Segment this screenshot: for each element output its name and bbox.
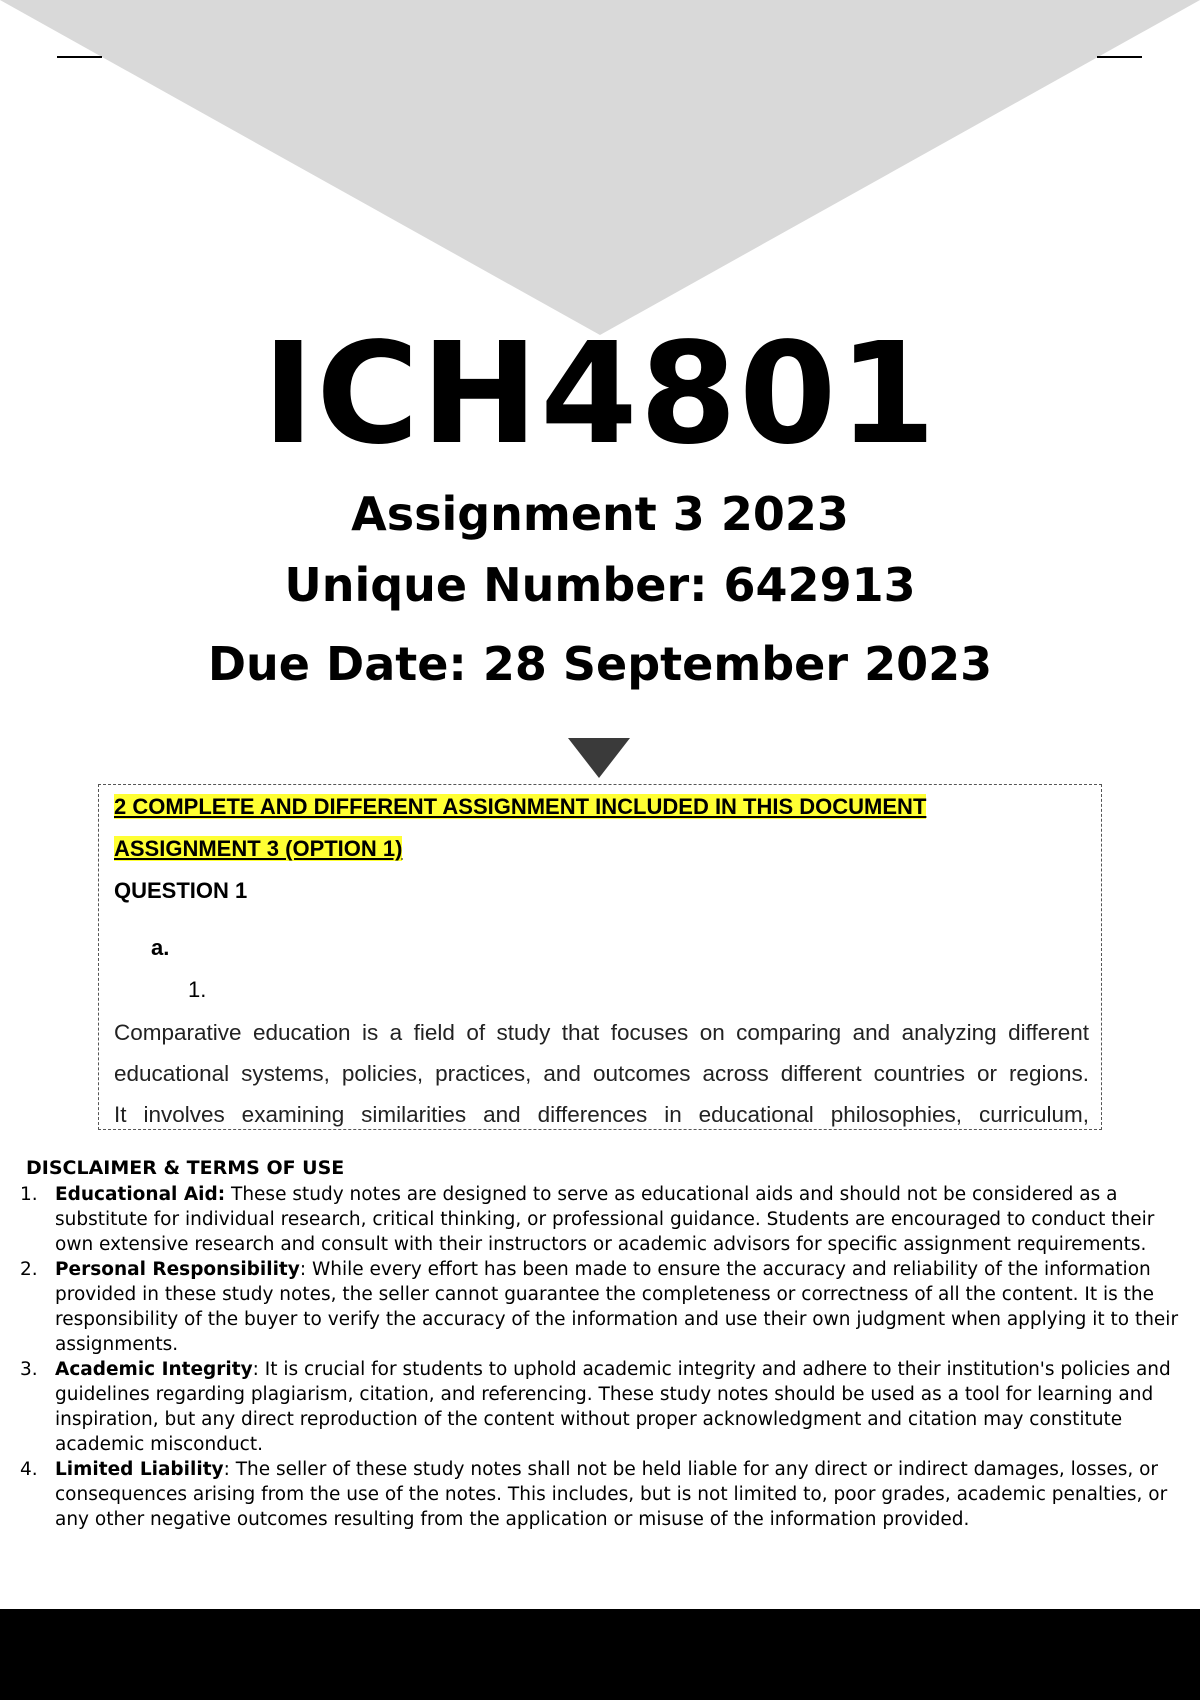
corner-line-right (1097, 56, 1142, 58)
preview-body-line-3: It involves examining similarities and differences in educational philosophies, curriculum, (114, 1102, 1089, 1127)
disclaimer-item-term: Academic Integrity (55, 1359, 253, 1380)
disclaimer-item-number: 1. (20, 1184, 38, 1205)
preview-option-line (114, 834, 402, 864)
preview-question: QUESTION 1 (114, 878, 248, 903)
due-date: Due Date: 28 September 2023 (207, 637, 993, 691)
disclaimer-item (0, 1257, 1200, 1357)
preview-banner-line (114, 792, 926, 822)
disclaimer-item-number: 2. (20, 1259, 38, 1280)
preview-option: ASSIGNMENT 3 (OPTION 1) (114, 836, 403, 861)
disclaimer-item-text: These study notes are designed to serve as educational aids and should not be considered as a substitute for individual research, critical thinking, or professional guidance. Students are encouraged to conduct their own extensive research and consult with their instructors or academic advisors for specific assignment requirements. (55, 1184, 1155, 1255)
document-preview (98, 784, 1102, 1130)
disclaimer-item-term: Educational Aid: (55, 1184, 226, 1205)
disclaimer-item-text: : The seller of these study notes shall not be held liable for any direct or indirect damages, losses, or consequences arising from the use of the notes. This includes, but is not limited to, poor grades, academic penalties, or any other negative outcomes resulting from the application or misuse of the information provided. (55, 1459, 1168, 1530)
disclaimer-list (0, 1182, 1200, 1532)
disclaimer-item-term: Personal Responsibility (55, 1259, 300, 1280)
disclaimer-item-term: Limited Liability (55, 1459, 224, 1480)
disclaimer-item-number: 4. (20, 1459, 38, 1480)
cover-background-shape (0, 0, 1200, 340)
disclaimer-item-text: : It is crucial for students to uphold academic integrity and adhere to their institution's policies and guidelines regarding plagiarism, citation, and referencing. These study notes should be used as a tool for learning and inspiration, but any direct reproduction of the content without proper acknowledgment and citation may constitute academic misconduct. (55, 1359, 1171, 1455)
disclaimer-title: DISCLAIMER & TERMS OF USE (26, 1157, 345, 1179)
preview-part: a. (151, 935, 170, 960)
assignment-title: Assignment 3 2023 (351, 487, 849, 541)
down-arrow-icon (568, 738, 630, 778)
cover-chevron-shape (0, 0, 1200, 335)
preview-item-number: 1. (188, 977, 207, 1002)
disclaimer-item-text: : While every effort has been made to ensure the accuracy and reliability of the information provided in these study notes, the seller cannot guarantee the completeness or correctness of all the content. It is the responsibility of the buyer to verify the accuracy of the information and use their own judgment when applying it to their assignments. (55, 1259, 1179, 1355)
disclaimer-item (0, 1182, 1200, 1257)
preview-banner: 2 COMPLETE AND DIFFERENT ASSIGNMENT INCLUDED IN THIS DOCUMENT (114, 794, 927, 819)
corner-line-left (57, 56, 102, 58)
unique-number: Unique Number: 642913 (284, 558, 916, 612)
disclaimer-item-number: 3. (20, 1359, 38, 1380)
preview-body-line-1: Comparative education is a field of study that focuses on comparing and analyzing different (114, 1020, 1089, 1045)
disclaimer-item (0, 1357, 1200, 1457)
disclaimer-item (0, 1457, 1200, 1532)
course-code: ICH4801 (262, 313, 938, 476)
preview-body-line-2: educational systems, policies, practices, and outcomes across different countries or regions. (114, 1061, 1089, 1086)
footer-bar (0, 1609, 1200, 1700)
